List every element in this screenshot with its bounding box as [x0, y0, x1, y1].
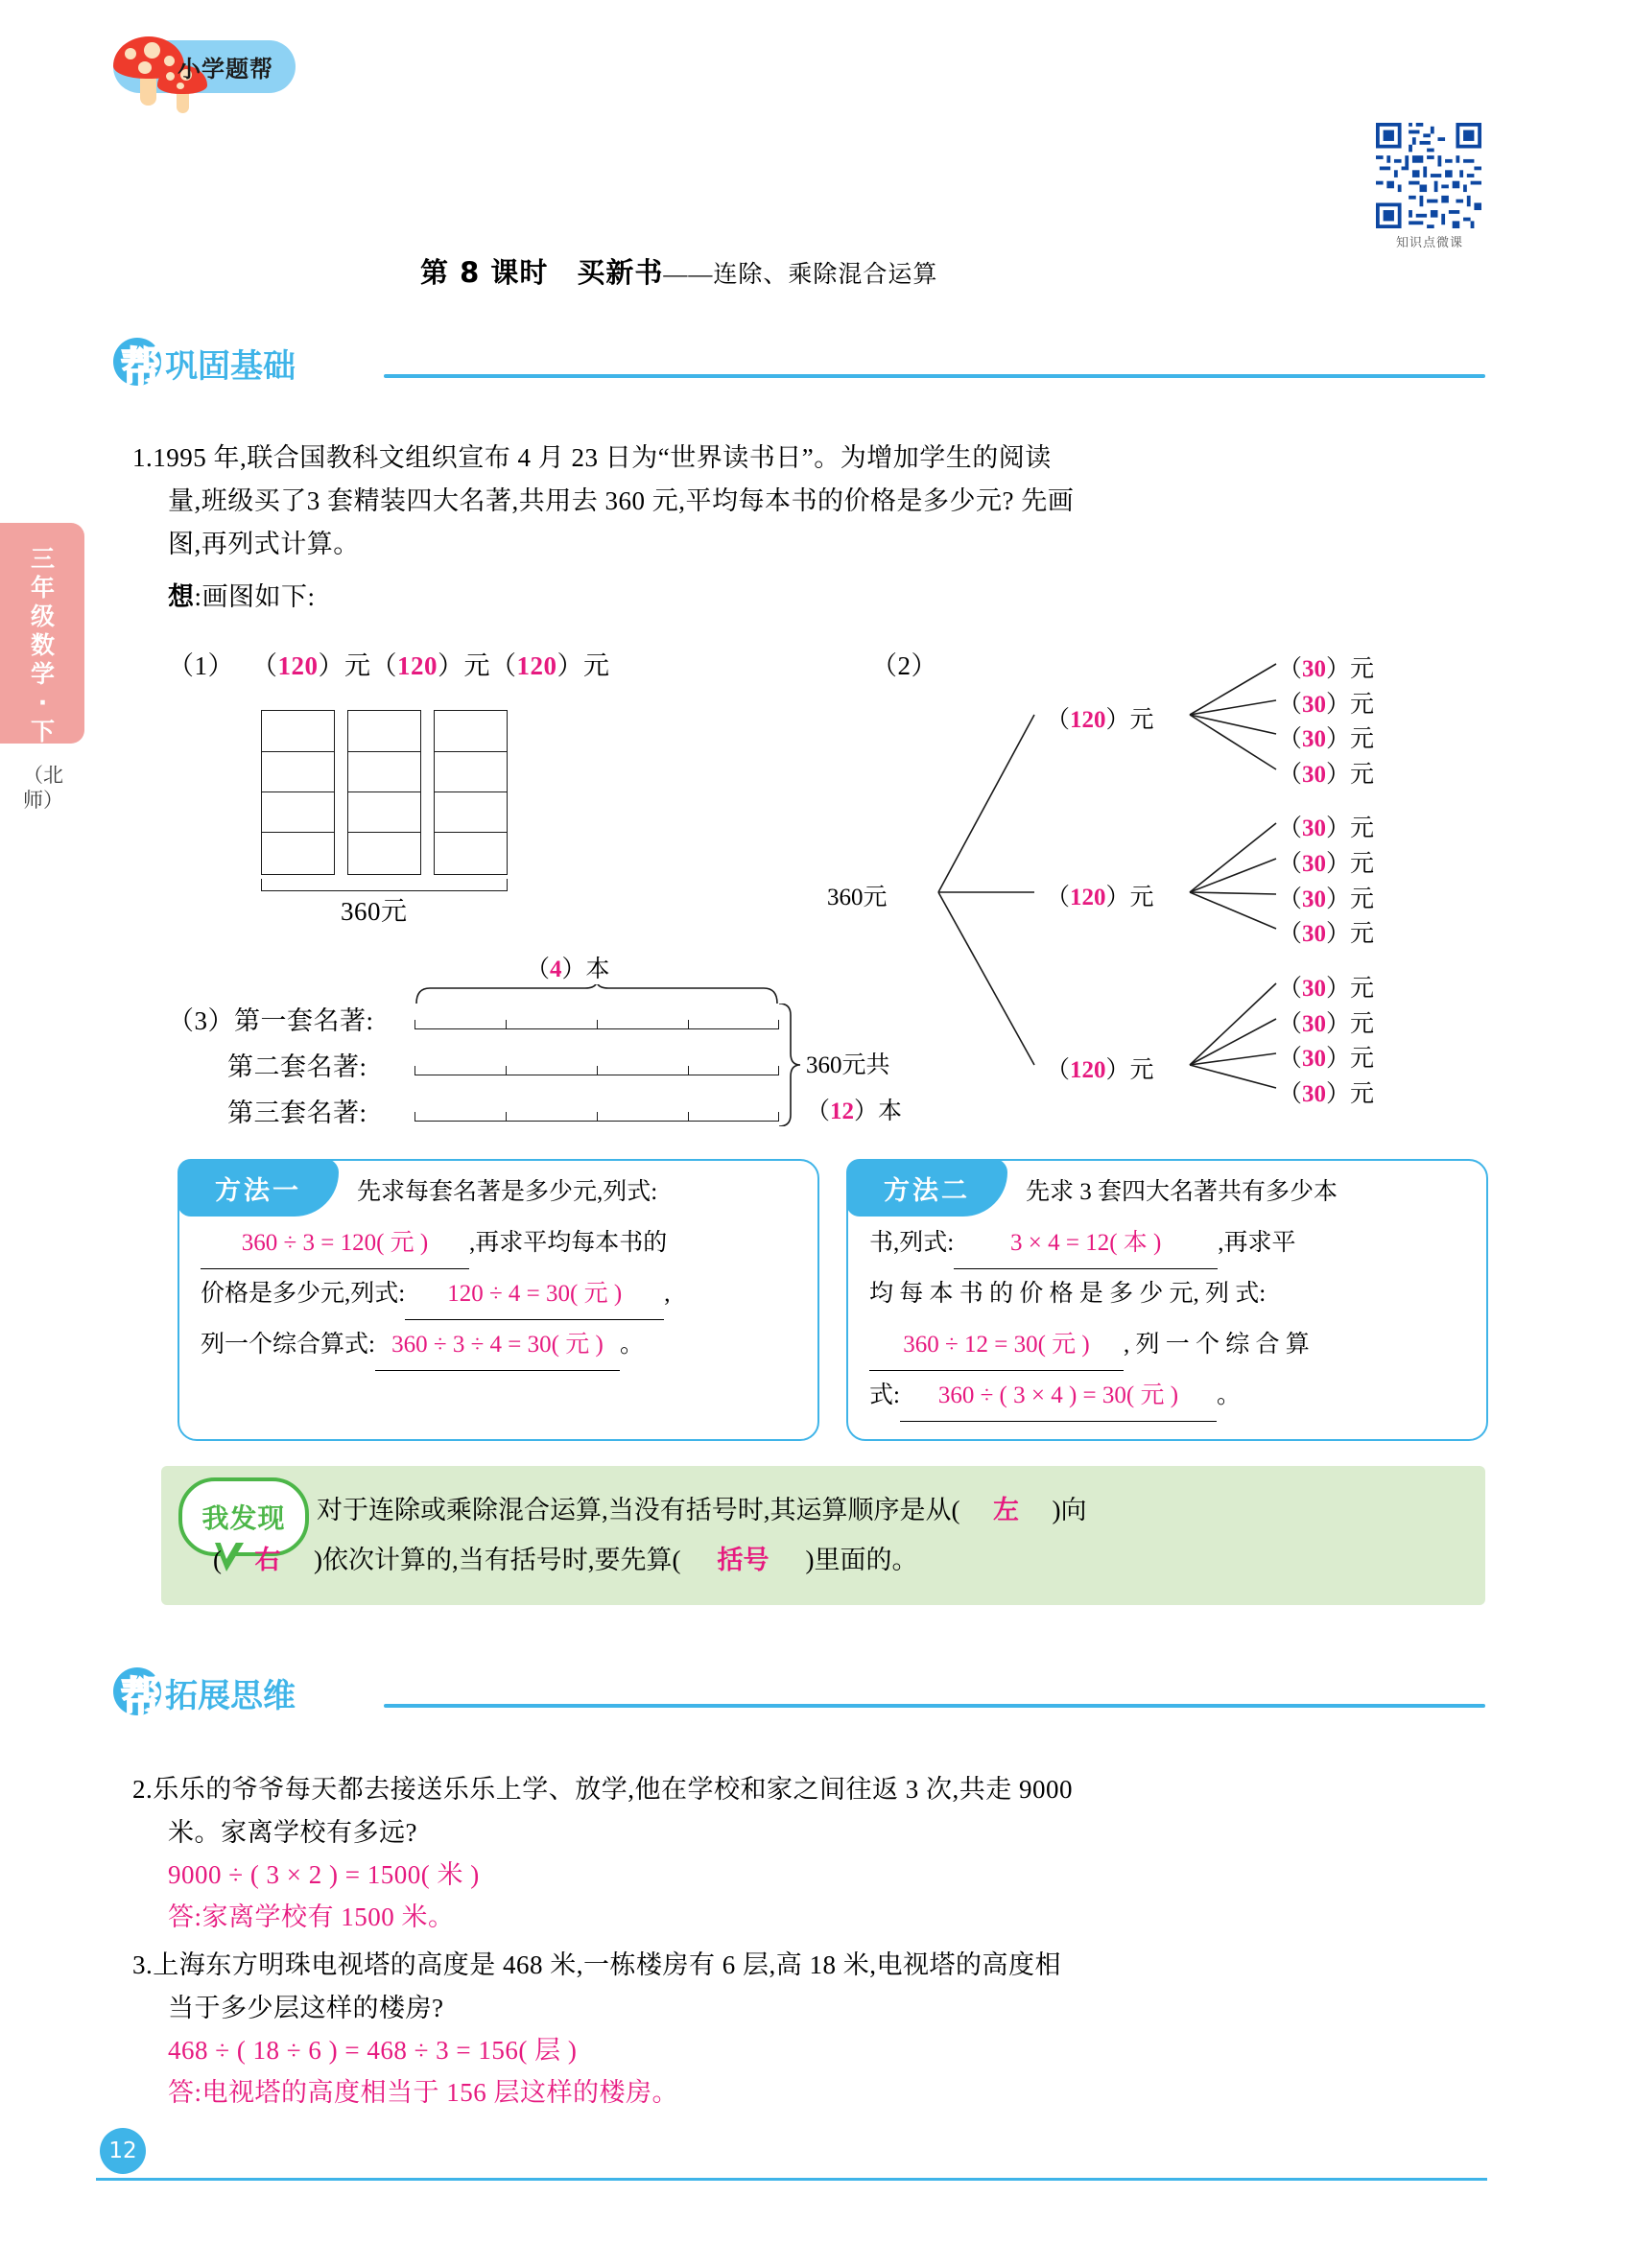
tree-leaf-6: （30）元: [1278, 851, 1375, 877]
discovery-blank-2[interactable]: 右: [254, 1546, 281, 1574]
q3-line1: 上海东方明珠电视塔的高度是 468 米,一栋楼房有 6 层,高 18 米,电视塔的高度相: [153, 1950, 1061, 1979]
method-2-line2: [869, 1217, 1479, 1269]
discovery-text-2b: )里面的。: [805, 1546, 918, 1574]
part3-row-label-2: 第二套名著:: [227, 1052, 367, 1081]
q2-answer-text: 答:家离学校有 1500 米。: [168, 1902, 455, 1931]
section-badge-char: 帮: [121, 343, 162, 390]
part3-top-brace: [414, 984, 779, 1005]
tree-leaf-value-3: 30: [1302, 726, 1327, 752]
method-2-t5: , 列 一 个 综 合 算: [1124, 1332, 1310, 1358]
discovery-line-1: [317, 1485, 1087, 1535]
tree-leaf-3: （30）元: [1278, 726, 1375, 752]
method-card-2: [846, 1159, 1488, 1441]
part1-value-row: （120）元（120）元（120）元: [251, 651, 610, 680]
part3-row-3-label-wrap: [227, 1092, 367, 1135]
tree-leaf-value-1: 30: [1302, 656, 1327, 682]
section-label: 巩固基础: [165, 347, 296, 386]
method-1-t1: 先求每套名著是多少元,列式:: [357, 1179, 658, 1205]
method-2-t2: 书,列式:: [869, 1230, 955, 1256]
page-number: 12: [100, 2128, 146, 2174]
tree-leaf-value-6: 30: [1302, 851, 1327, 877]
method-1-t6: 。: [619, 1332, 644, 1358]
tree-mid-value-1: 120: [1070, 707, 1106, 733]
method-1-t2: ,再求平均每本书的: [469, 1230, 668, 1256]
method-2-t4: 均 每 本 书 的 价 格 是 多 少 元, 列 式:: [869, 1281, 1267, 1307]
tree-leaf-unit-2: 元: [1350, 692, 1375, 718]
tree-leaf-5: （30）元: [1278, 815, 1375, 841]
part1-unit-3: 元: [583, 651, 610, 680]
method-2-t7: 。: [1216, 1382, 1241, 1408]
part3-row-2-label-wrap: [227, 1046, 367, 1089]
part3-right-count-value: 12: [830, 1099, 855, 1124]
tree-leaf-8: （30）元: [1278, 921, 1375, 947]
q2-line1: 乐乐的爷爷每天都去接送乐乐上学、放学,他在学校和家之间往返 3 次,共走 9000: [153, 1775, 1073, 1804]
tree-mid-node-3: （120）元: [1046, 1057, 1154, 1083]
method-1-t5: 列一个综合算式:: [201, 1332, 375, 1358]
section-rule-2: [384, 1704, 1485, 1708]
tree-leaf-unit-8: 元: [1350, 921, 1375, 947]
q3-answer: [168, 2071, 678, 2114]
tree-leaf-4: （30）元: [1278, 762, 1375, 788]
tree-mid-unit-2: 元: [1129, 885, 1154, 910]
method-2-line3: [869, 1268, 1479, 1319]
side-tab-edition: （北师）: [23, 764, 63, 812]
part3-top-count: （4）本: [526, 957, 610, 982]
discovery-blank-3[interactable]: 括号: [717, 1546, 770, 1574]
q3-line2: 当于多少层这样的楼房?: [168, 1994, 444, 2022]
tree-leaf-unit-4: 元: [1350, 762, 1375, 788]
tree-leaf-10: （30）元: [1278, 1011, 1375, 1037]
lesson-dash: ——: [663, 262, 714, 288]
tree-leaf-unit-5: 元: [1350, 815, 1375, 841]
tree-leaf-unit-12: 元: [1350, 1081, 1375, 1107]
method-2-t1: 先求 3 套四大名著共有多少本: [1026, 1179, 1338, 1205]
tree-leaf-value-4: 30: [1302, 762, 1327, 788]
method-2-line5: [869, 1370, 1479, 1422]
method-1-line2: [201, 1217, 805, 1269]
part3-ruler-3: [414, 1121, 779, 1122]
method-2-body: [1026, 1167, 1477, 1217]
tree-mid-unit-3: 元: [1129, 1057, 1154, 1083]
tree-leaf-unit-7: 元: [1350, 886, 1375, 912]
method-2-blank-2[interactable]: 360 ÷ 12 = 30( 元 ): [869, 1319, 1124, 1371]
qr-caption: 知识点微课: [1395, 235, 1463, 249]
discovery-text-1a: 对于连除或乘除混合运算,当没有括号时,其运算顺序是从(: [317, 1496, 960, 1524]
method-1-blank-3[interactable]: 360 ÷ 3 ÷ 4 = 30( 元 ): [375, 1319, 620, 1371]
part1-value-1: 120: [277, 651, 319, 680]
question-3-text: [132, 1944, 1485, 1987]
q2-line2-wrap: [168, 1811, 1492, 1855]
q2-solution-text: 9000 ÷ ( 3 × 2 ) = 1500( 米 ): [168, 1860, 480, 1889]
tree-leaf-unit-1: 元: [1350, 656, 1375, 682]
part3-row-label-1: 第一套名著:: [234, 1006, 374, 1035]
method-1-t3: 价格是多少元,列式:: [201, 1281, 406, 1307]
method-1-body: [357, 1167, 798, 1217]
part3-label-text: （3）: [168, 1006, 234, 1035]
part3-right-total: 360元共: [806, 1052, 890, 1078]
discovery-blank-1[interactable]: 左: [993, 1496, 1019, 1524]
part3-top-count-value: 4: [550, 957, 562, 982]
brand-label: 小学题帮: [178, 56, 273, 83]
tree-leaf-unit-3: 元: [1350, 726, 1375, 752]
method-2-blank-1[interactable]: 3 × 4 = 12( 本 ): [954, 1217, 1218, 1269]
side-tab-grade: 三年级数学·下: [30, 545, 56, 745]
tree-mid-node-2: （120）元: [1046, 885, 1154, 910]
q2-number: 2.: [132, 1775, 154, 1804]
tree-leaf-value-2: 30: [1302, 692, 1327, 718]
tree-leaf-7: （30）元: [1278, 886, 1375, 912]
part3-right-label-line1: [806, 1046, 890, 1080]
tree-leaf-value-12: 30: [1302, 1081, 1327, 1107]
part3-right-unit: 本: [878, 1099, 903, 1124]
q3-solution: [168, 2029, 577, 2072]
part1-label-text: （1）: [168, 651, 234, 680]
tree-leaf-12: （30）元: [1278, 1081, 1375, 1107]
part1-unit-2: 元: [463, 651, 490, 680]
tree-mid-value-2: 120: [1070, 885, 1106, 910]
tree-leaf-1: （30）元: [1278, 656, 1375, 682]
tree-leaf-unit-6: 元: [1350, 851, 1375, 877]
section-label-2: 拓展思维: [165, 1677, 296, 1715]
q2-answer: [168, 1896, 455, 1939]
tree-leaf-value-10: 30: [1302, 1011, 1327, 1037]
method-2-blank-3[interactable]: 360 ÷ ( 3 × 4 ) = 30( 元 ): [900, 1370, 1217, 1422]
tree-leaf-2: （30）元: [1278, 692, 1375, 718]
discovery-text-2a: )依次计算的,当有括号时,要先算(: [314, 1546, 681, 1574]
method-2-t3: ,再求平: [1218, 1230, 1296, 1256]
method-2-t6: 式:: [869, 1382, 900, 1408]
part1-value-2: 120: [397, 651, 438, 680]
tree-leaf-value-5: 30: [1302, 815, 1327, 841]
tree-leaf-value-7: 30: [1302, 886, 1327, 912]
method-1-t4: ,: [664, 1281, 671, 1307]
method-1-line4: [201, 1319, 805, 1371]
q1-line2: 量,班级买了3 套精装四大名著,共用去 360 元,平均每本书的价格是多少元? 先画: [168, 486, 1075, 515]
question-2-text: [132, 1768, 1485, 1811]
q3-solution-text: 468 ÷ ( 18 ÷ 6 ) = 468 ÷ 3 = 156( 层 ): [168, 2036, 578, 2065]
discovery-bubble: 我发现: [178, 1477, 309, 1556]
method-2-tag: 方法二: [846, 1159, 1007, 1217]
tree-root-label: 360元: [827, 885, 888, 910]
tree-leaf-value-11: 30: [1302, 1046, 1327, 1072]
tree-leaf-unit-11: 元: [1350, 1046, 1375, 1072]
discovery-open-paren: (: [213, 1546, 222, 1574]
discovery-text-1b: )向: [1052, 1496, 1087, 1524]
part3-top-unit: 本: [585, 957, 610, 982]
q1-think-label: 想: [168, 582, 195, 611]
method-1-blank-1[interactable]: 360 ÷ 3 = 120( 元 ): [201, 1217, 469, 1269]
tree-leaf-11: （30）元: [1278, 1046, 1375, 1072]
part3-row-label-3: 第三套名著:: [227, 1099, 367, 1127]
q1-line1: 1995 年,联合国教科文组织宣布 4 月 23 日为“世界读书日”。为增加学生的阅读: [153, 443, 1052, 472]
tree-leaf-value-9: 30: [1302, 976, 1327, 1002]
q2-line2: 米。家离学校有多远?: [168, 1818, 417, 1847]
q3-number: 3.: [132, 1950, 154, 1979]
method-1-blank-2[interactable]: 120 ÷ 4 = 30( 元 ): [405, 1268, 664, 1320]
footer-rule: [96, 2178, 1487, 2181]
method-card-1: [178, 1159, 819, 1441]
tree-mid-node-1: （120）元: [1046, 707, 1154, 733]
tree-leaf-unit-9: 元: [1350, 976, 1375, 1002]
q1-number: 1.: [132, 443, 154, 472]
tree-leaf-value-8: 30: [1302, 921, 1327, 947]
method-2-line4: [869, 1319, 1479, 1371]
tree-leaf-unit-10: 元: [1350, 1011, 1375, 1037]
part3-right-label-line2: （12）本: [806, 1099, 903, 1124]
bar-model-total-text: 360元: [341, 897, 408, 926]
part2-label-text: （2）: [871, 651, 937, 680]
lesson-number-title: 第 8 课时 买新书: [420, 256, 664, 289]
part1-value-3: 120: [516, 651, 557, 680]
tree-root-node: [827, 878, 888, 912]
tree-leaf-9: （30）元: [1278, 976, 1375, 1002]
part3-right-brace: [777, 1004, 802, 1126]
discovery-line-2: [213, 1535, 917, 1585]
method-1-tag: 方法一: [178, 1159, 339, 1217]
q3-answer-text: 答:电视塔的高度相当于 156 层这样的楼房。: [168, 2078, 679, 2107]
method-1-line3: [201, 1268, 805, 1320]
lesson-subtitle: 连除、乘除混合运算: [713, 262, 938, 288]
q1-line3: 图,再列式计算。: [168, 530, 360, 558]
q2-solution: [168, 1854, 480, 1897]
part3-label: [168, 1000, 374, 1043]
tree-mid-value-3: 120: [1070, 1057, 1106, 1083]
tree-mid-unit-1: 元: [1129, 707, 1154, 733]
q1-think-text: :画图如下:: [194, 582, 316, 611]
q3-line2-wrap: [168, 1987, 1492, 2030]
part1-unit-1: 元: [344, 651, 371, 680]
section-badge-char-2: 帮: [121, 1673, 162, 1720]
part3-ruler-1: [414, 1028, 779, 1029]
